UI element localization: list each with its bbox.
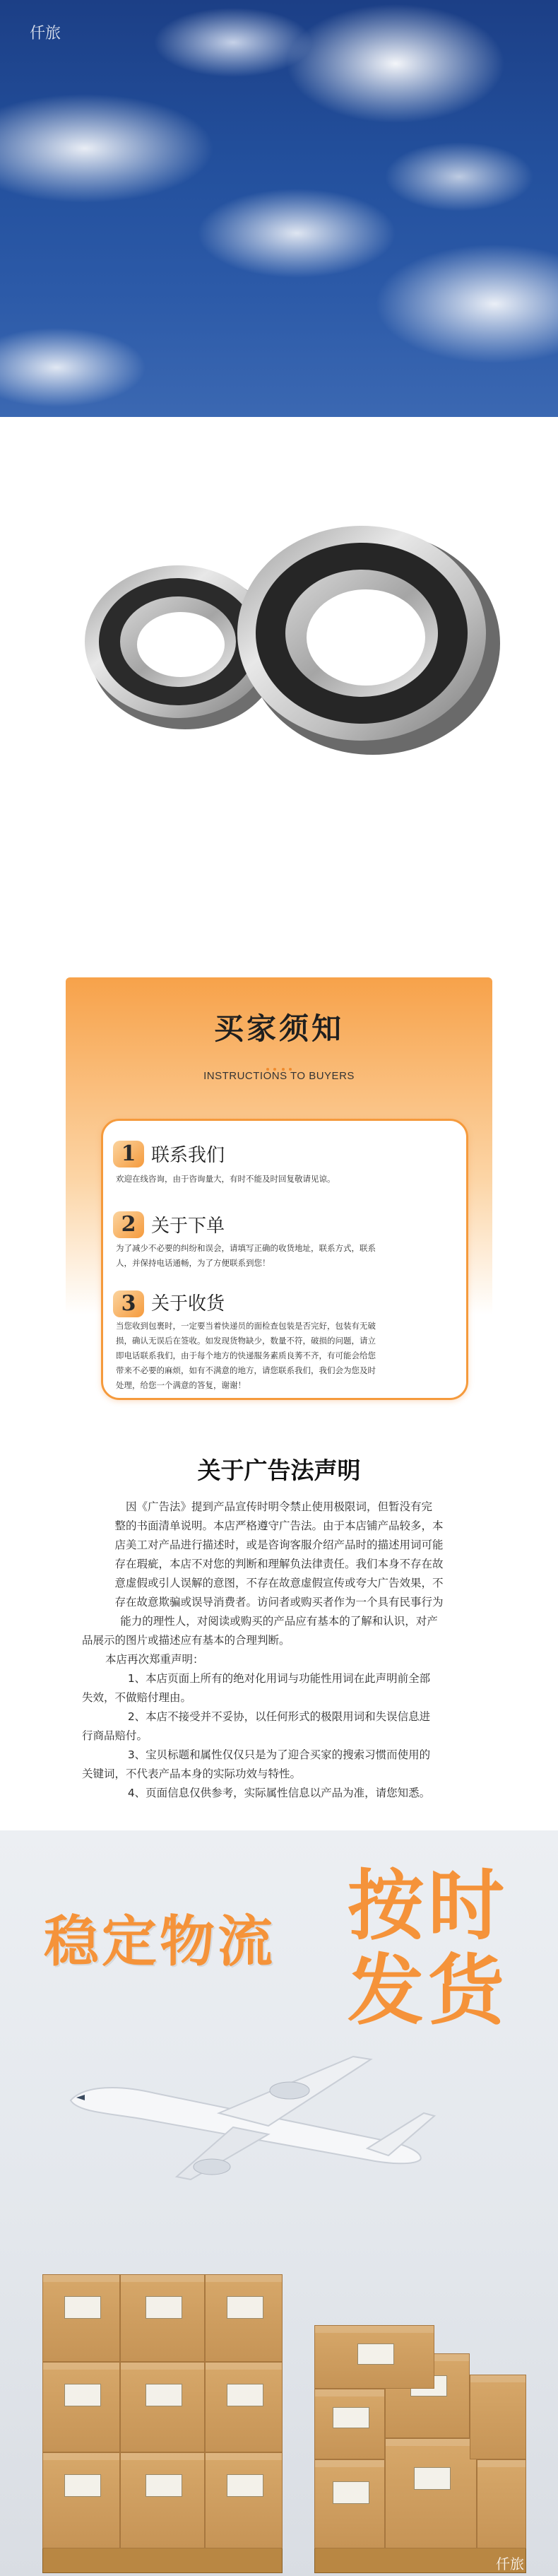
- cardboard-box: [205, 2274, 283, 2362]
- law-paragraph-line: 能力的理性人，对阅读或购买的产品应有基本的了解和认识，对产: [120, 1615, 438, 1628]
- notice-card: [101, 1119, 468, 1400]
- law-paragraph-line: 整的书面清单说明。本店严格遵守广告法。由于本店铺产品较多，本: [114, 1519, 444, 1532]
- title-divider: [265, 1060, 293, 1063]
- cardboard-box: [477, 2459, 526, 2548]
- law-paragraph-line: 行商品赔付。: [82, 1729, 148, 1742]
- law-paragraph-line: 因《广告法》提到产品宣传时明令禁止使用极限词，但暂没有完: [125, 1500, 432, 1513]
- cardboard-box: [470, 2375, 526, 2459]
- section-text: 即电话联系我们，由于每个地方的快递服务素质良莠不齐，有可能会给您: [116, 1351, 376, 1360]
- sky-banner: [0, 0, 558, 417]
- section-text: 带来不必要的麻烦，如有不满意的地方，请您联系我们，我们会为您及时: [116, 1365, 376, 1375]
- cardboard-box: [205, 2452, 283, 2548]
- cardboard-box: [120, 2452, 205, 2548]
- law-paragraph-line: 品展示的图片或描述应有基本的合理判断。: [82, 1634, 290, 1647]
- ad-law-title: 关于广告法声明: [197, 1457, 361, 1484]
- law-paragraph-line: 存在瑕疵，本店不对您的判断和理解负法律责任。我们本身不存在故: [114, 1558, 444, 1570]
- bearing-right: [237, 526, 500, 755]
- law-paragraph-line: 失效，不做赔付理由。: [82, 1691, 192, 1704]
- brand-watermark: 仟旅: [30, 25, 61, 42]
- section-number: 3: [121, 1291, 136, 1316]
- section-text: 当您收到包裹时，一定要当着快递员的面检查包装是否完好，包装有无破: [116, 1321, 376, 1331]
- product-image: [0, 417, 558, 968]
- section-number: 1: [121, 1141, 136, 1166]
- slogan-on-time: 按时: [348, 1862, 509, 1951]
- slogan-ship: 发货: [348, 1947, 509, 2035]
- law-paragraph-line: 关键词，不代表产品本身的实际功效与特性。: [82, 1768, 302, 1780]
- logistics-banner: [0, 1830, 558, 2576]
- section-text: 人，并保持电话通畅，为了方便联系到您！: [116, 1258, 271, 1268]
- cardboard-box: [42, 2274, 120, 2362]
- cardboard-box: [205, 2362, 283, 2452]
- cardboard-box: [120, 2274, 205, 2362]
- cardboard-box: [42, 2452, 120, 2548]
- law-paragraph-line: 店美工对产品进行描述时，或是咨询客服介绍产品时的描述用词可能: [114, 1539, 444, 1551]
- notice-title: 买家须知: [213, 1011, 344, 1046]
- cardboard-box: [314, 2325, 434, 2389]
- bearings-illustration: [0, 417, 558, 968]
- section-title-contact: 联系我们: [151, 1145, 225, 1166]
- notice-subtitle: INSTRUCTIONS TO BUYERS: [203, 1070, 355, 1082]
- buyer-notice-panel: [66, 977, 492, 1427]
- brand-watermark-bottom: 仟旅: [496, 2556, 524, 2572]
- section-number: 2: [121, 1212, 136, 1237]
- slogan-stable-logistics: 稳定物流: [44, 1910, 276, 1974]
- airplane-illustration: [57, 2035, 452, 2205]
- cardboard-box: [42, 2362, 120, 2452]
- law-paragraph-line: 1、本店页面上所有的绝对化用词与功能性用词在此声明前全部: [127, 1672, 431, 1685]
- section-text: 损，确认无误后在签收。如发现货物缺少，数量不符，破损的问题，请立: [116, 1336, 376, 1346]
- law-paragraph-line: 本店再次郑重声明：: [105, 1653, 204, 1666]
- law-paragraph-line: 意虚假或引人误解的意图，不存在故意虚假宣传或夸大广告效果，不: [114, 1577, 444, 1589]
- law-paragraph-line: 存在故意欺骗或误导消费者。访问者或购买者作为一个具有民事行为: [114, 1596, 444, 1608]
- cardboard-box: [385, 2438, 477, 2548]
- pallet-right: [314, 2548, 526, 2573]
- cardboard-box: [120, 2362, 205, 2452]
- cardboard-box: [314, 2389, 385, 2459]
- section-text: 为了减少不必要的纠纷和误会，请填写正确的收货地址，联系方式，联系: [116, 1243, 376, 1253]
- section-title-receipt: 关于收货: [151, 1293, 225, 1315]
- law-paragraph-line: 3、宝贝标题和属性仅仅只是为了迎合买家的搜索习惯而使用的: [127, 1748, 431, 1761]
- pallet-left: [42, 2548, 283, 2573]
- law-paragraph-line: 4、页面信息仅供参考，实际属性信息以产品为准，请您知悉。: [127, 1787, 431, 1799]
- law-paragraph-line: 2、本店不接受并不妥协，以任何形式的极限用词和失误信息进: [127, 1710, 431, 1723]
- section-text: 欢迎在线咨询，由于咨询量大，有时不能及时回复敬请见谅。: [116, 1174, 336, 1184]
- section-title-order: 关于下单: [151, 1216, 225, 1237]
- cardboard-box: [314, 2459, 385, 2548]
- section-text: 处理，给您一个满意的答复，谢谢！: [116, 1380, 246, 1390]
